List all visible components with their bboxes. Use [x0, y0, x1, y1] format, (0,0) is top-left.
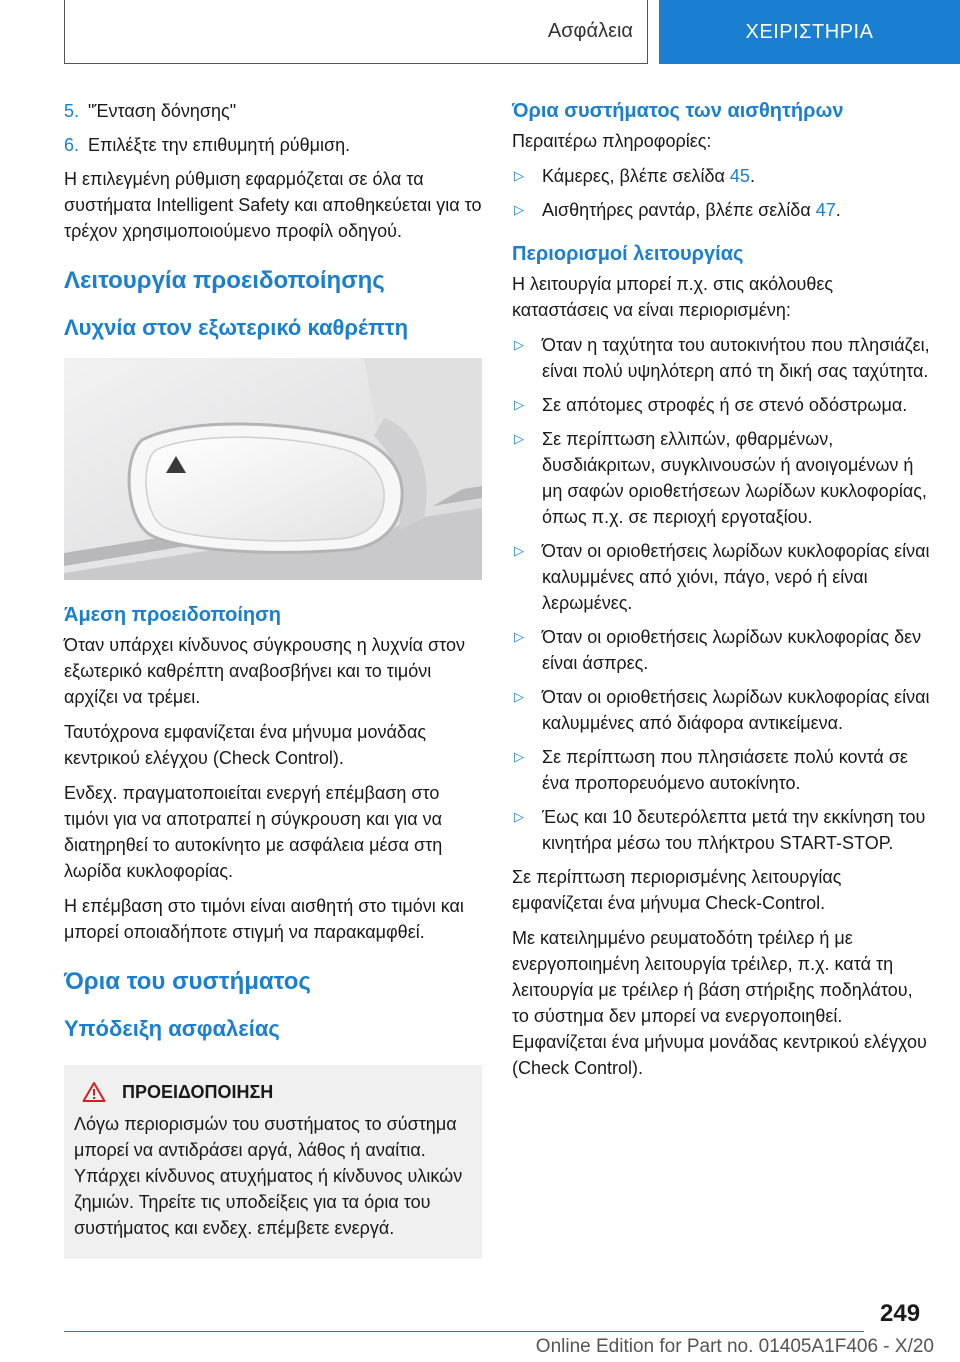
- immediate-warning-text-2: Ταυτόχρονα εμφανίζεται ένα μήνυμα μονάδας κεντρικού ελέγχου (Check Control).: [64, 722, 427, 768]
- bullet-triangle-icon: ▷: [514, 202, 524, 217]
- step-5: [64, 98, 482, 124]
- trailer-text: Με κατειλημμένο ρευματοδότη τρέιλερ ή με ενεργοποιημένη λειτουργία τρέιλερ, π.χ. κατά τη λειτουργία με τρέιλερ ή βάση στήριξης ποδηλάτου, το σύστημα δεν μπορεί να ενεργοποιηθεί. Εμφανίζεται ένα μήνυμα μονάδας κεντρικού ελέγχου (Check Control).: [512, 928, 927, 1078]
- list-item: ▷ Όταν οι οριοθετήσεις λωρίδων κυκλοφορίας είναι καλυμμένες από διάφορα αντικείμενα.: [512, 684, 932, 736]
- settings-intro: Η επιλεγμένη ρύθμιση εφαρμόζεται σε όλα τα συστήματα Intelligent Safety και αποθηκεύεται για το τρέχον χρησιμοποιούμενο προφίλ οδηγού.: [64, 169, 482, 241]
- heading-limitations: Περιορισμοί λειτουργίας: [512, 243, 744, 265]
- header-chapter-tab[interactable]: [659, 0, 960, 64]
- heading-immediate-warning: Άμεση προειδοποίηση: [64, 604, 282, 626]
- footer-edition: Online Edition for Part no. 01405A1F406 - X/20: [535, 1336, 934, 1357]
- immediate-warning-text-1: Όταν υπάρχει κίνδυνος σύγκρουσης η λυχνία στον εξωτερικό καθρέπτη αναβοσβήνει και το τιμόνι αρχίζει να τρέμει.: [64, 635, 465, 707]
- bullet-triangle-icon: ▷: [514, 168, 524, 183]
- bullet-triangle-icon: ▷: [514, 431, 524, 446]
- list-item: ▷ Σε περίπτωση που πλησιάσετε πολύ κοντά σε ένα προπορευόμενο αυτοκίνητο.: [512, 744, 932, 796]
- step-text: Επιλέξτε την επιθυμητή ρύθμιση.: [88, 135, 351, 155]
- bullet-triangle-icon: ▷: [514, 397, 524, 412]
- page-link-radar[interactable]: 47: [815, 200, 836, 220]
- mirror-warning-light-image: [64, 358, 482, 580]
- warning-title: ΠΡΟΕΙΔΟΠΟΙΗΣΗ: [122, 1081, 274, 1102]
- step-number: 5.: [64, 101, 80, 121]
- immediate-warning-text-3: Ενδεχ. πραγματοποιείται ενεργή επέμβαση στο τιμόνι για να αποτραπεί η σύγκρουση και για να διατηρηθεί το αυτοκίνητο με ασφάλεια μέσα στη λωρίδα κυκλοφορίας.: [64, 783, 443, 881]
- bullet-triangle-icon: ▷: [514, 629, 524, 644]
- heading-safety-note: Υπόδειξη ασφαλείας: [64, 1016, 280, 1041]
- bullet-triangle-icon: ▷: [514, 749, 524, 764]
- right-column: [512, 98, 932, 1090]
- ref-text: Αισθητήρες ραντάρ, βλέπε σελίδα: [542, 200, 816, 220]
- heading-mirror-light: Λυχνία στον εξωτερικό καθρέπτη: [64, 315, 409, 340]
- ref-text: Κάμερες, βλέπε σελίδα: [542, 166, 730, 186]
- page-link-cameras[interactable]: 45: [729, 166, 750, 186]
- footer-divider: [64, 1331, 864, 1332]
- limited-function-text: Σε περίπτωση περιορισμένης λειτουργίας εμφανίζεται ένα μήνυμα Check-Control.: [512, 867, 842, 913]
- step-text: "Ένταση δόνησης": [88, 101, 237, 121]
- heading-sensor-limits: Όρια συστήματος των αισθητήρων: [512, 100, 844, 122]
- warning-header: [74, 1081, 472, 1103]
- immediate-warning-text-4: Η επέμβαση στο τιμόνι είναι αισθητή στο τιμόνι και μπορεί οποιαδήποτε στιγμή να παρακαμφθεί.: [64, 896, 464, 942]
- page-number: 249: [880, 1300, 921, 1327]
- warning-box: [64, 1065, 482, 1259]
- left-column: [64, 98, 482, 1259]
- list-item: ▷ Όταν οι οριοθετήσεις λωρίδων κυκλοφορίας είναι καλυμμένες από χιόνι, πάγο, νερό ή είναι λερωμένες.: [512, 538, 932, 616]
- list-item: ▷ Σε απότομες στροφές ή σε στενό οδόστρωμα.: [512, 392, 932, 418]
- step-number: 6.: [64, 135, 80, 155]
- step-6: [64, 132, 482, 158]
- mirror-illustration: [64, 358, 482, 580]
- bullet-triangle-icon: ▷: [514, 543, 524, 558]
- ref-item: ▷ Κάμερες, βλέπε σελίδα 45.: [512, 163, 932, 189]
- more-info-label: Περαιτέρω πληροφορίες:: [512, 131, 712, 151]
- warning-text: Λόγω περιορισμών του συστήματος το σύστημα μπορεί να αντιδράσει αργά, λάθος ή αναίτια. Υπάρχει κίνδυνος ατυχήματος ή κίνδυνος υλικών ζημιών. Τηρείτε τις υποδείξεις για τα όρια του συστήματος και ενδεχ. επέμβετε ενεργά.: [74, 1114, 463, 1238]
- ref-item: ▷ Αισθητήρες ραντάρ, βλέπε σελίδα 47.: [512, 197, 932, 223]
- header-chapter-title: ΧΕΙΡΙΣΤΗΡΙΑ: [745, 20, 874, 43]
- limitations-intro: Η λειτουργία μπορεί π.χ. στις ακόλουθες καταστάσεις να είναι περιορισμένη:: [512, 274, 834, 320]
- bullet-triangle-icon: ▷: [514, 809, 524, 824]
- bullet-triangle-icon: ▷: [514, 337, 524, 352]
- list-item: ▷ Έως και 10 δευτερόλεπτα μετά την εκκίνηση του κινητήρα μέσω του πλήκτρου START-STOP.: [512, 804, 932, 856]
- list-item: ▷ Όταν η ταχύτητα του αυτοκινήτου που πλησιάζει, είναι πολύ υψηλότερη από τη δική σας ταχύτητα.: [512, 332, 932, 384]
- bullet-triangle-icon: ▷: [514, 689, 524, 704]
- list-item: ▷ Σε περίπτωση ελλιπών, φθαρμένων, δυσδιάκριτων, συγκλινουσών ή ανοιγομένων ή μη σαφών οριοθετήσεων λωρίδων κυκλοφορίας, όπως π.χ. σε περιοχή εργοταξίου.: [512, 426, 932, 530]
- list-item: ▷ Όταν οι οριοθετήσεις λωρίδων κυκλοφορίας δεν είναι άσπρες.: [512, 624, 932, 676]
- warning-triangle-icon: [82, 1081, 106, 1103]
- header-section-title: Ασφάλεια: [547, 20, 633, 42]
- heading-system-limits: Όρια του συστήματος: [64, 968, 311, 995]
- header-section-tab: [64, 0, 648, 64]
- heading-warning-function: Λειτουργία προειδοποίησης: [64, 267, 385, 294]
